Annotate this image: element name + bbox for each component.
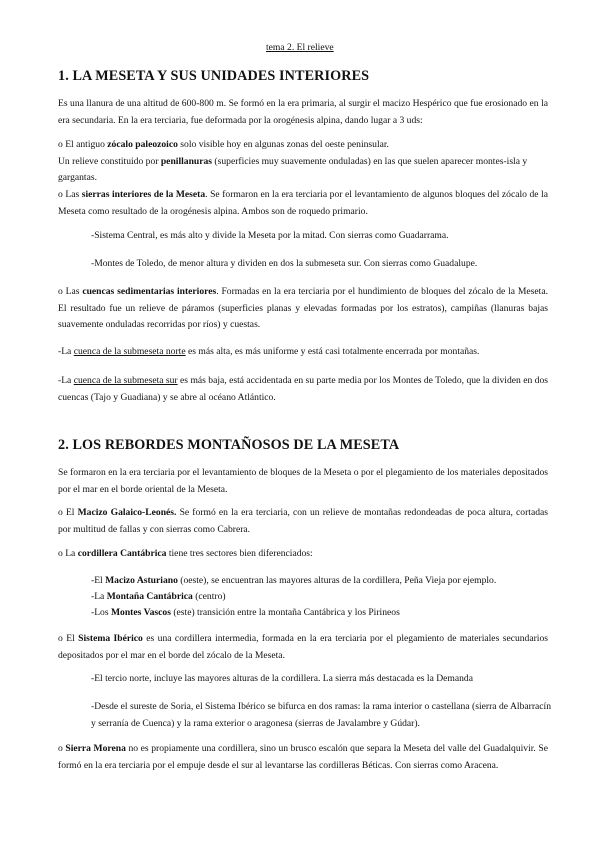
tercio-norte-item: -El tercio norte, incluye las mayores alturas de la cordillera. La sierra más destacada es la Demanda <box>91 673 473 684</box>
iberico-paragraph: o El Sistema Ibérico es una cordillera intermedia, formada en la era terciaria por el plegamiento de materiales secundarios depositados por el mar en el borde del zócalo de la Meseta. <box>58 633 549 661</box>
section-2-intro: Se formaron en la era terciaria por el levantamiento de bloques de la Meseta o por el plegamiento de los materiales depositados por el mar en el borde oriental de la Meseta. <box>58 467 548 495</box>
section-1-title: 1. LA MESETA Y SUS UNIDADES INTERIORES <box>58 68 370 84</box>
montana-item: -La Montaña Cantábrica (centro) <box>91 591 226 602</box>
montes-toledo-item: -Montes de Toledo, de menor altura y dividen en dos la submeseta sur. Con sierras como Guadalupe. <box>91 258 478 269</box>
sierras-paragraph: o Las sierras interiores de la Meseta. Se formaron en la era terciaria por el levantamiento de algunos bloques del zócalo de la Meseta como resultado de la orogénesis alpina. Ambos son de roquedo primario. <box>58 189 548 217</box>
section-1-intro: Es una llanura de una altitud de 600-800 m. Se formó en la era primaria, al surgir el macizo Hespérico que fue erosionado en la era secundaria. En la era terciaria, fue deformada por la orogénesis alpina, dando lugar a 3 uds: <box>58 98 548 126</box>
soria-item: -Desde el sureste de Soria, el Sistema Ibérico se bifurca en dos ramas: la rama interior o castellana (sierra de Albarracín y serranía de Cuenca) y la rama exterior o aragonesa (sierras de Javalambre y Gúdar). <box>91 701 551 729</box>
vascos-item: -Los Montes Vascos (este) transición entre la montaña Cantábrica y los Pirineos <box>91 607 400 618</box>
section-2-title: 2. LOS REBORDES MONTAÑOSOS DE LA MESETA <box>58 437 400 453</box>
galaico-paragraph: o El Macizo Galaico-Leonés. Se formó en la era terciaria, con un relieve de montañas redondeadas de poca altura, cortadas por multitud de fallas y con sierras como Cabrera. <box>58 507 548 535</box>
page-header: tema 2. El relieve <box>266 42 334 53</box>
cuencas-paragraph: o Las cuencas sedimentarias interiores. Formadas en la era terciaria por el hundimiento de bloques del zócalo de la Meseta. El resultado fue un relieve de páramos (superficies planas y elevadas formadas por los estratos), campiñas (llanuras bajas suavemente onduladas recorridas por ríos) y cuestas. <box>58 286 548 330</box>
sierra-morena-paragraph: o Sierra Morena no es propiamente una cordillera, sino un brusco escalón que separa la Meseta del valle del Guadalquivir. Se formó en la era terciaria por el empuje desde el sur al levantarse las cordilleras Béticas. Con sierras como Aracena. <box>58 743 548 771</box>
zocalo-paragraph: o El antiguo zócalo paleozoico solo visible hoy en algunas zonas del oeste peninsular. Un relieve constituido por penillanuras (superficies muy suavemente onduladas) en las que suelen aparecer montes-isla y gargantas. <box>58 139 528 183</box>
submeseta-norte-item: -La cuenca de la submeseta norte es más alta, es más uniforme y está casi totalmente encerrada por montañas. <box>58 346 480 357</box>
submeseta-sur-item: -La cuenca de la submeseta sur es más baja, está accidentada en su parte media por los Montes de Toledo, que la dividen en dos cuencas (Tajo y Guadiana) y se abre al océano Atlántico. <box>58 375 549 403</box>
sistema-central-item: -Sistema Central, es más alto y divide la Meseta por la mitad. Con sierras como Guadarrama. <box>91 230 449 241</box>
asturiano-item: -El Macizo Asturiano (oeste), se encuentran las mayores alturas de la cordillera, Peña Vieja por ejemplo. <box>91 575 497 586</box>
cantabrica-paragraph: o La cordillera Cantábrica tiene tres sectores bien diferenciados: <box>58 548 313 559</box>
